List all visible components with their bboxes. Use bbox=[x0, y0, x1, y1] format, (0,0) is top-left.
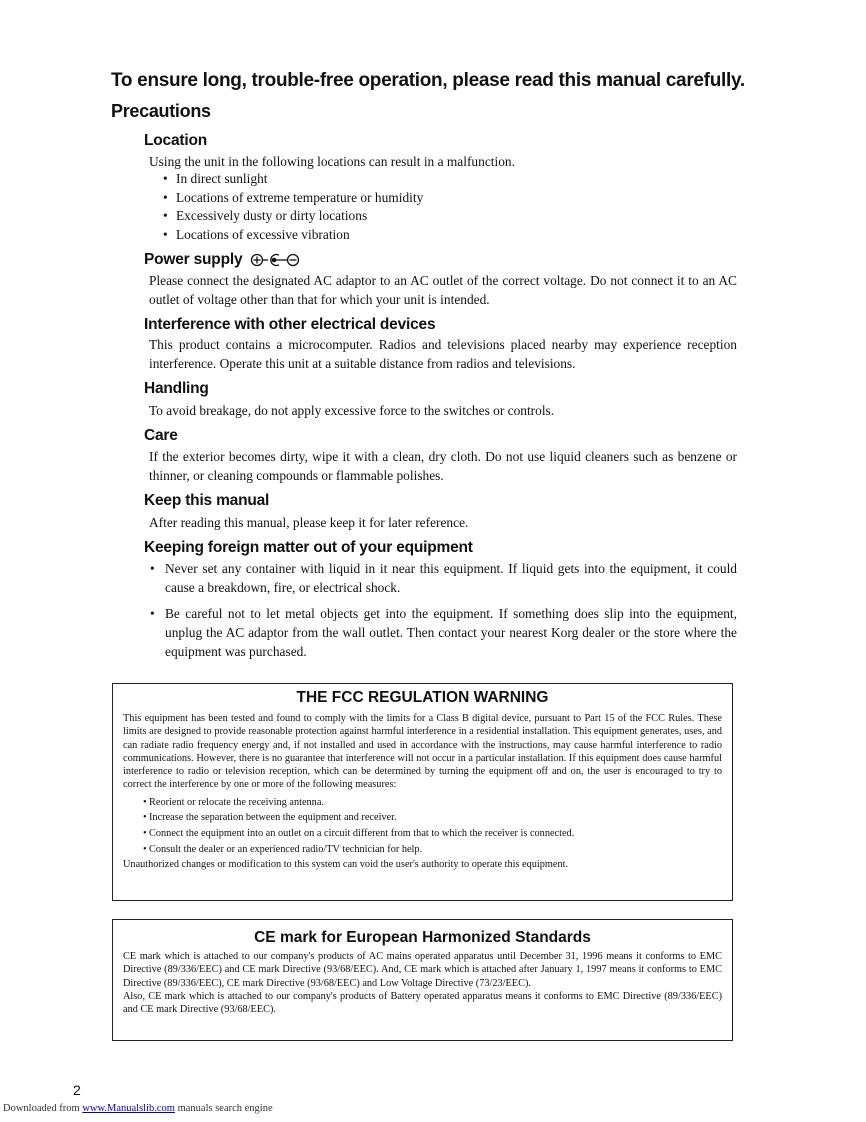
list-item: • Increase the separation between the equipment and receiver. bbox=[143, 810, 732, 826]
polarity-icon bbox=[249, 251, 301, 267]
ce-text-1: CE mark which is attached to our company's products of AC mains operated apparatus until December 31, 1996 means it conforms to EMC Directive (89/336/EEC) and CE mark Directive (93/68/EEC). And, CE mark which is attached after January 1, 1997 means it conforms to EMC Directive (89/336/EEC), CE mark Directive (93/68/EEC) and Low Voltage Directive (73/23/EEC). bbox=[123, 951, 722, 989]
list-item: • In direct sunlight bbox=[163, 170, 423, 189]
ce-title: CE mark for European Harmonized Standards bbox=[254, 929, 591, 946]
location-list bbox=[163, 170, 423, 244]
download-footer bbox=[3, 1103, 273, 1114]
heading-handling: Handling bbox=[144, 380, 209, 397]
interference-text: This product contains a microcomputer. Radios and televisions placed nearby may experience reception interference. Operate this unit at a suitable distance from radios and televisions. bbox=[149, 337, 737, 371]
list-item: • Consult the dealer or an experienced radio/TV technician for help. bbox=[143, 842, 732, 858]
page-title: To ensure long, trouble-free operation, please read this manual carefully. bbox=[111, 70, 745, 91]
list-item: • Connect the equipment into an outlet on a circuit different from that to which the receiver is connected. bbox=[143, 826, 732, 842]
handling-text: To avoid breakage, do not apply excessive force to the switches or controls. bbox=[149, 403, 555, 418]
fcc-measures-list bbox=[113, 795, 732, 857]
fcc-footer: Unauthorized changes or modification to this system can void the user's authority to operate this equipment. bbox=[123, 859, 569, 871]
care-text: If the exterior becomes dirty, wipe it with a clean, dry cloth. Do not use liquid cleaners such as benzene or thinner, or cleaning compounds or flammable polishes. bbox=[149, 449, 737, 483]
ce-mark-box bbox=[112, 919, 733, 1041]
footer-suffix: manuals search engine bbox=[177, 1103, 273, 1114]
list-item: • Never set any container with liquid in it near this equipment. If liquid gets into the equipment, it could cause a breakdown, fire, or electrical shock. bbox=[150, 561, 737, 595]
heading-interference: Interference with other electrical devices bbox=[144, 316, 436, 333]
section-title-precautions: Precautions bbox=[111, 101, 211, 121]
heading-foreign-matter: Keeping foreign matter out of your equipment bbox=[144, 539, 473, 556]
heading-location: Location bbox=[144, 132, 207, 149]
page-number: 2 bbox=[73, 1082, 81, 1098]
manualslib-link[interactable]: www.Manualslib.com bbox=[82, 1103, 175, 1114]
location-intro: Using the unit in the following locations can result in a malfunction. bbox=[149, 154, 515, 169]
list-item: • Reorient or relocate the receiving antenna. bbox=[143, 795, 732, 811]
list-item: • Locations of extreme temperature or humidity bbox=[163, 189, 423, 208]
footer-prefix: Downloaded from bbox=[3, 1103, 80, 1114]
list-item: • Locations of excessive vibration bbox=[163, 226, 423, 245]
heading-care: Care bbox=[144, 427, 178, 444]
fcc-warning-box bbox=[112, 683, 733, 901]
heading-power-supply: Power supply bbox=[144, 251, 301, 269]
fcc-text: This equipment has been tested and found to comply with the limits for a Class B digital device, pursuant to Part 15 of the FCC Rules. These limits are designed to provide reasonable protection against harmful interference in a residential installation. This equipment generates, uses, and can radiate radio frequency energy and, if not installed and used in accordance with the instructions, may cause harmful interference to radio communications. However, there is no guarantee that interference will not occur in a particular installation. If this equipment does cause harmful interference to radio or television reception, which can be determined by turning the equipment off and on, the user is encouraged to try to correct the interference by one or more of the following measures: bbox=[123, 713, 722, 791]
keep-text: After reading this manual, please keep it for later reference. bbox=[149, 515, 469, 530]
ce-text-2: Also, CE mark which is attached to our company's products of Battery operated apparatus means it conforms to EMC Directive (89/336/EEC) and CE mark Directive (93/68/EEC). bbox=[123, 990, 722, 1016]
list-item: • Excessively dusty or dirty locations bbox=[163, 207, 423, 226]
fcc-title: THE FCC REGULATION WARNING bbox=[296, 689, 549, 706]
power-text: Please connect the designated AC adaptor to an AC outlet of the correct voltage. Do not connect it to an AC outlet of voltage other than that for which your unit is intended. bbox=[149, 273, 737, 307]
list-item: • Be careful not to let metal objects get into the equipment. If something does slip into the equipment, unplug the AC adaptor from the wall outlet. Then contact your nearest Korg dealer or the store where the equipment was purchased. bbox=[150, 606, 737, 659]
heading-keep-manual: Keep this manual bbox=[144, 492, 270, 509]
